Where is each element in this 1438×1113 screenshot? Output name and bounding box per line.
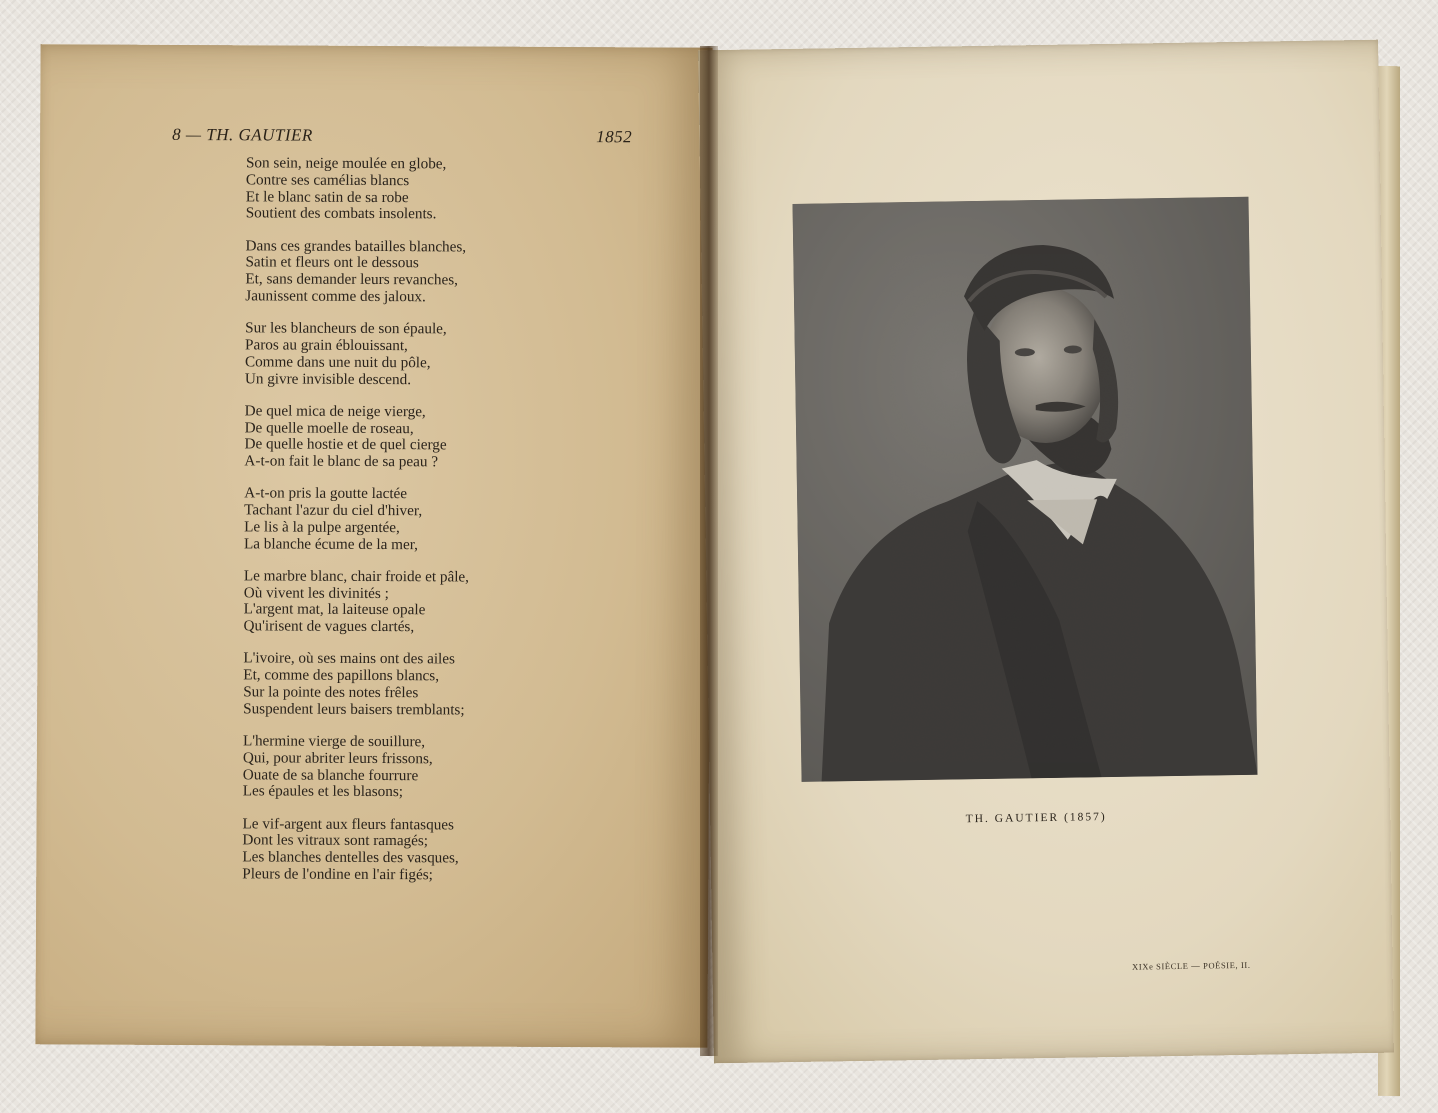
poem-line: Un givre invisible descend.: [244, 369, 412, 388]
signature-mark: XIXe SIÈCLE — POÉSIE, II.: [1132, 959, 1251, 972]
poem-line: Qui, pour abriter leurs frissons,: [242, 749, 433, 768]
poem-line: Comme dans une nuit du pôle,: [244, 353, 431, 372]
poem-line: Jaunissent comme des jaloux.: [245, 287, 426, 306]
stanza: [242, 816, 662, 885]
poem-line: Son sein, neige moulée en globe,: [245, 154, 447, 173]
stanza: [244, 568, 664, 637]
running-head-year: 1852: [596, 127, 633, 147]
poem-line: Et, comme des papillons blancs,: [243, 666, 440, 685]
poem-line: Qu'irisent de vagues clartés,: [243, 617, 415, 636]
stanza: [245, 320, 665, 389]
poem-line: Dans ces grandes batailles blanches,: [245, 236, 467, 256]
book-gutter: [700, 46, 718, 1056]
poem-line: L'hermine vierge de souillure,: [242, 732, 426, 751]
poem-line: Suspendent leurs baisers tremblants;: [243, 700, 465, 719]
poem-line: Dont les vitraux sont ramagés;: [242, 831, 429, 850]
stanza: [244, 486, 664, 555]
poem-line: Ouate de sa blanche fourrure: [242, 765, 419, 784]
poem-line: Tachant l'azur du ciel d'hiver,: [244, 501, 423, 520]
portrait-photo: [793, 197, 1258, 782]
poem-line: Les épaules et les blasons;: [242, 782, 404, 801]
poem-line: Le marbre blanc, chair froide et pâle,: [243, 567, 470, 586]
running-head: [172, 125, 632, 147]
stanza: [243, 733, 663, 802]
poem-line: L'argent mat, la laiteuse opale: [243, 600, 426, 619]
poem-line: Sur la pointe des notes frêles: [243, 683, 419, 702]
stanza: [243, 651, 663, 720]
poem-line: A-t-on pris la goutte lactée: [244, 484, 408, 503]
poem-line: Et le blanc satin de sa robe: [245, 187, 409, 206]
right-page: [698, 40, 1394, 1064]
poem-line: Soutient des combats insolents.: [245, 204, 437, 223]
poem-line: De quelle moelle de roseau,: [244, 418, 414, 437]
poem-line: Le lis à la pulpe argentée,: [244, 518, 400, 537]
stanza: [245, 238, 665, 307]
poem-line: La blanche écume de la mer,: [243, 535, 419, 553]
poem-line: Pleurs de l'ondine en l'air figés;: [242, 865, 433, 884]
poem-line: L'ivoire, où ses mains ont des ailes: [243, 649, 455, 668]
poem-line: Sur les blancheurs de son épaule,: [245, 319, 447, 338]
poem-line: Les blanches dentelles des vasques,: [242, 848, 459, 867]
left-page: [35, 44, 712, 1048]
poem-line: Où vivent les divinités ;: [243, 584, 389, 602]
running-head-title: 8 — TH. GAUTIER: [172, 124, 313, 145]
poem-line: De quelle hostie et de quel cierge: [244, 435, 447, 454]
portrait-caption: TH. GAUTIER (1857): [965, 811, 1107, 826]
poem-line: Le vif-argent aux fleurs fantasques: [242, 814, 455, 834]
portrait-image: [793, 197, 1258, 782]
poem-line: Paros au grain éblouissant,: [245, 336, 408, 355]
poem-line: Contre ses camélias blancs: [245, 171, 410, 189]
poem-line: A-t-on fait le blanc de sa peau ?: [244, 452, 439, 471]
stanza: [244, 403, 664, 472]
poem-line: Et, sans demander leurs revanches,: [245, 270, 458, 289]
poem-line: Satin et fleurs ont le dessous: [245, 253, 419, 272]
poem-line: De quel mica de neige vierge,: [244, 402, 426, 421]
poem: [242, 155, 666, 900]
stanza: [246, 155, 666, 224]
